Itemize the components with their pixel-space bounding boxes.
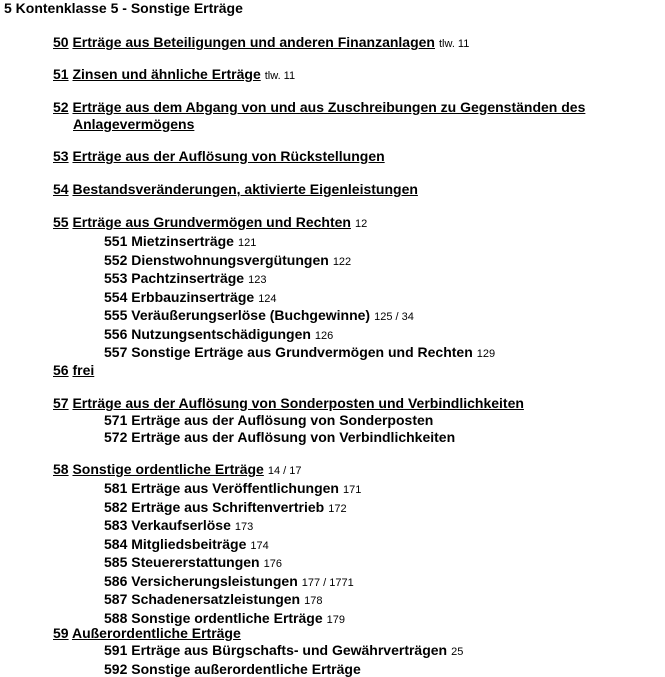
account-592: 592 Sonstige außerordentliche Erträge: [53, 661, 653, 677]
group-code: 54: [53, 181, 69, 197]
account-591: 591 Erträge aus Bürgschafts- und Gewährverträgen 25: [53, 642, 653, 661]
group-name: frei: [72, 362, 94, 378]
group-heading: [53, 362, 653, 379]
account-556: 556 Nutzungsentschädigungen 126: [53, 326, 653, 345]
account-555: 555 Veräußerungserlöse (Buchgewinne) 125 / 34: [53, 307, 653, 326]
group-name: Erträge aus dem Abgang von und aus Zuschreibungen zu Gegenständen des: [72, 99, 585, 115]
group-code: 51: [53, 66, 69, 82]
group-code: 56: [53, 362, 69, 378]
account-554: 554 Erbbauzinserträge 124: [53, 289, 653, 308]
group-code: 53: [53, 148, 69, 164]
group-heading: [53, 625, 653, 642]
group-ref: tlw. 11: [265, 70, 295, 82]
group-heading: [53, 66, 653, 85]
account-group-50: [53, 34, 653, 53]
account-group-58: [53, 461, 653, 628]
account-584: 584 Mitgliedsbeiträge 174: [53, 536, 653, 555]
group-name: Erträge aus der Auflösung von Rückstellungen: [72, 148, 384, 164]
account-582: 582 Erträge aus Schriftenvertrieb 172: [53, 499, 653, 518]
account-586: 586 Versicherungsleistungen 177 / 1771: [53, 573, 653, 592]
page-title: 5 Kontenklasse 5 - Sonstige Erträge: [4, 0, 243, 17]
group-heading: [53, 181, 653, 198]
group-name: Erträge aus Grundvermögen und Rechten: [72, 214, 351, 230]
account-588: 588 Sonstige ordentliche Erträge 179: [53, 610, 653, 629]
account-group-51: [53, 66, 653, 85]
account-572: 572 Erträge aus der Auflösung von Verbindlichkeiten: [53, 429, 653, 446]
group-code: 59: [53, 625, 69, 641]
group-code: 58: [53, 461, 69, 477]
group-code: 57: [53, 395, 69, 411]
account-group-54: [53, 181, 653, 198]
account-group-52: [53, 99, 653, 133]
group-name: Sonstige ordentliche Erträge: [72, 461, 263, 477]
account-group-55: [53, 214, 653, 363]
group-ref: 14 / 17: [268, 465, 302, 477]
group-name-continued: Anlagevermögens: [53, 116, 653, 133]
group-heading: [53, 99, 653, 133]
group-name: Erträge aus Beteiligungen und anderen Finanzanlagen: [72, 34, 435, 50]
group-code: 52: [53, 99, 69, 115]
group-name: Zinsen und ähnliche Erträge: [72, 66, 260, 82]
account-585: 585 Steuererstattungen 176: [53, 554, 653, 573]
group-heading: [53, 148, 653, 165]
group-name: Bestandsveränderungen, aktivierte Eigenleistungen: [72, 181, 417, 197]
group-name: Außerordentliche Erträge: [72, 625, 241, 641]
group-heading: [53, 214, 653, 233]
account-587: 587 Schadenersatzleistungen 178: [53, 591, 653, 610]
group-ref: 12: [355, 218, 367, 230]
group-heading: [53, 34, 653, 53]
account-group-56: [53, 362, 653, 379]
group-code: 55: [53, 214, 69, 230]
account-551: 551 Mietzinserträge 121: [53, 233, 653, 252]
account-583: 583 Verkaufserlöse 173: [53, 517, 653, 536]
account-552: 552 Dienstwohnungsvergütungen 122: [53, 252, 653, 271]
group-heading: [53, 461, 653, 480]
account-group-59: [53, 625, 653, 677]
group-ref: tlw. 11: [439, 38, 469, 50]
account-553: 553 Pachtzinserträge 123: [53, 270, 653, 289]
group-name: Erträge aus der Auflösung von Sonderposten und Verbindlichkeiten: [72, 395, 523, 411]
account-557: 557 Sonstige Erträge aus Grundvermögen und Rechten 129: [53, 344, 653, 363]
group-code: 50: [53, 34, 69, 50]
account-group-57: [53, 395, 653, 445]
group-heading: [53, 395, 653, 412]
account-group-53: [53, 148, 653, 165]
account-571: 571 Erträge aus der Auflösung von Sonderposten: [53, 412, 653, 429]
account-581: 581 Erträge aus Veröffentlichungen 171: [53, 480, 653, 499]
